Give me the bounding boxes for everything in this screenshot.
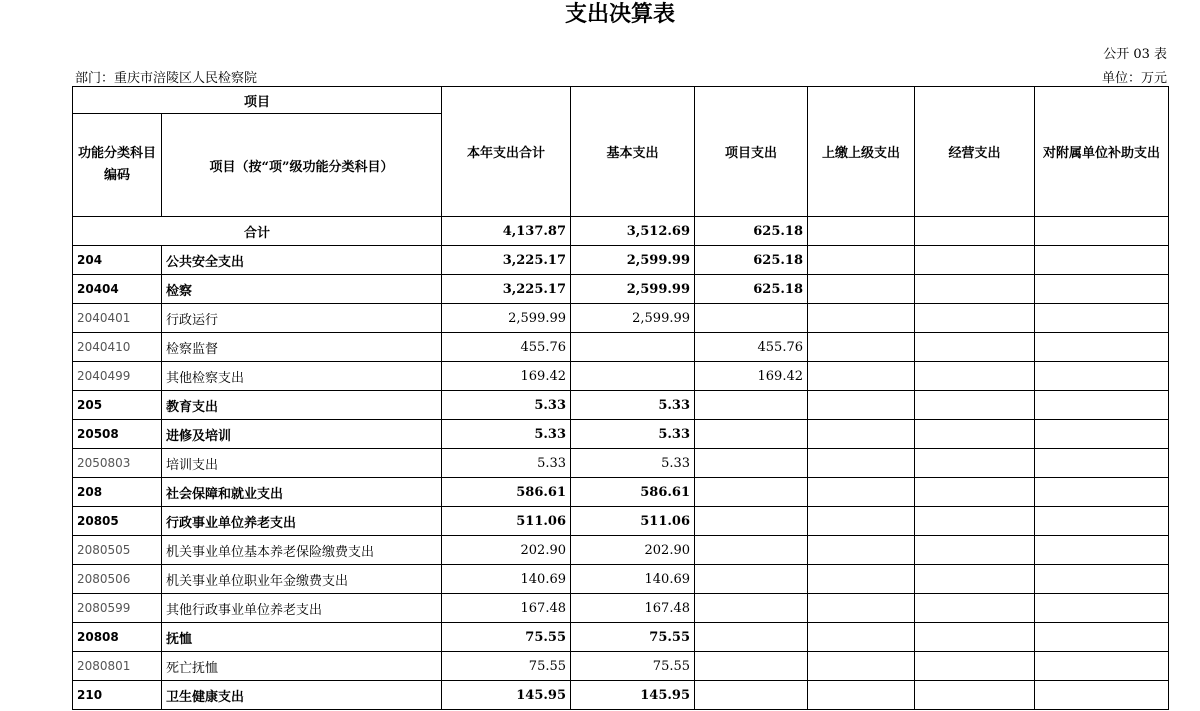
code-cell: 20805 <box>73 507 162 536</box>
project-cell <box>695 507 808 536</box>
business-cell <box>915 217 1035 246</box>
table-row <box>73 478 1169 507</box>
subsidy-cell <box>1035 536 1169 565</box>
name-cell: 其他检察支出 <box>162 362 442 391</box>
total-cell: 4,137.87 <box>442 217 571 246</box>
project-header: 项目 <box>73 87 442 114</box>
subsidy-cell <box>1035 652 1169 681</box>
basic-cell: 167.48 <box>571 594 695 623</box>
basic-cell: 511.06 <box>571 507 695 536</box>
total-cell: 167.48 <box>442 594 571 623</box>
superior-cell <box>808 507 915 536</box>
subsidy-cell <box>1035 275 1169 304</box>
basic-cell: 2,599.99 <box>571 275 695 304</box>
table-row <box>73 449 1169 478</box>
total-header: 本年支出合计 <box>442 87 571 217</box>
basic-cell: 3,512.69 <box>571 217 695 246</box>
subsidy-cell <box>1035 681 1169 710</box>
name-cell: 公共安全支出 <box>162 246 442 275</box>
superior-cell <box>808 623 915 652</box>
name-cell: 教育支出 <box>162 391 442 420</box>
subsidy-cell <box>1035 594 1169 623</box>
page-title: 支出决算表 <box>564 1 675 27</box>
table-row <box>73 507 1169 536</box>
business-cell <box>915 681 1035 710</box>
project-cell <box>695 681 808 710</box>
code-cell: 2080506 <box>73 565 162 594</box>
total-label-cell: 合计 <box>73 217 442 246</box>
table-row <box>73 217 1169 246</box>
basic-header: 基本支出 <box>571 87 695 217</box>
business-cell <box>915 391 1035 420</box>
business-cell <box>915 623 1035 652</box>
business-header: 经营支出 <box>915 87 1035 217</box>
table-row <box>73 652 1169 681</box>
project-cell <box>695 652 808 681</box>
total-cell: 75.55 <box>442 623 571 652</box>
business-cell <box>915 507 1035 536</box>
code-header: 功能分类科目编码 <box>73 114 162 217</box>
code-cell: 2080505 <box>73 536 162 565</box>
business-cell <box>915 449 1035 478</box>
project-cell: 169.42 <box>695 362 808 391</box>
name-cell: 行政事业单位养老支出 <box>162 507 442 536</box>
code-cell: 210 <box>73 681 162 710</box>
basic-cell: 5.33 <box>571 420 695 449</box>
business-cell <box>915 536 1035 565</box>
business-cell <box>915 594 1035 623</box>
name-cell: 行政运行 <box>162 304 442 333</box>
table-row <box>73 362 1169 391</box>
code-cell: 205 <box>73 391 162 420</box>
basic-cell: 5.33 <box>571 391 695 420</box>
table-row <box>73 420 1169 449</box>
table-row <box>73 565 1169 594</box>
project-cell <box>695 565 808 594</box>
expenditure-table <box>72 86 1169 710</box>
name-cell: 机关事业单位职业年金缴费支出 <box>162 565 442 594</box>
project-exp-header: 项目支出 <box>695 87 808 217</box>
superior-cell <box>808 275 915 304</box>
basic-cell: 140.69 <box>571 565 695 594</box>
code-cell: 2040499 <box>73 362 162 391</box>
department-label: 部门：重庆市涪陵区人民检察院 <box>75 71 258 86</box>
header-row-1 <box>73 87 1169 114</box>
project-cell: 455.76 <box>695 333 808 362</box>
total-cell: 3,225.17 <box>442 246 571 275</box>
total-cell: 75.55 <box>442 652 571 681</box>
form-number: 公开 03 表 <box>1103 47 1167 62</box>
table-row <box>73 275 1169 304</box>
code-cell: 208 <box>73 478 162 507</box>
table-row <box>73 594 1169 623</box>
total-cell: 5.33 <box>442 391 571 420</box>
code-cell: 20508 <box>73 420 162 449</box>
total-cell: 2,599.99 <box>442 304 571 333</box>
name-cell: 培训支出 <box>162 449 442 478</box>
superior-cell <box>808 304 915 333</box>
project-cell <box>695 536 808 565</box>
subsidy-cell <box>1035 420 1169 449</box>
project-cell: 625.18 <box>695 217 808 246</box>
name-cell: 进修及培训 <box>162 420 442 449</box>
total-cell: 3,225.17 <box>442 275 571 304</box>
subsidy-cell <box>1035 362 1169 391</box>
project-cell <box>695 623 808 652</box>
basic-cell: 75.55 <box>571 623 695 652</box>
basic-cell: 75.55 <box>571 652 695 681</box>
table-row <box>73 333 1169 362</box>
total-cell: 5.33 <box>442 449 571 478</box>
name-cell: 社会保障和就业支出 <box>162 478 442 507</box>
superior-cell <box>808 681 915 710</box>
subsidy-cell <box>1035 333 1169 362</box>
subsidy-cell <box>1035 246 1169 275</box>
project-cell: 625.18 <box>695 246 808 275</box>
name-cell: 其他行政事业单位养老支出 <box>162 594 442 623</box>
basic-cell: 586.61 <box>571 478 695 507</box>
business-cell <box>915 565 1035 594</box>
superior-cell <box>808 246 915 275</box>
code-cell: 20808 <box>73 623 162 652</box>
superior-cell <box>808 362 915 391</box>
total-cell: 5.33 <box>442 420 571 449</box>
superior-cell <box>808 652 915 681</box>
name-cell: 检察监督 <box>162 333 442 362</box>
superior-cell <box>808 420 915 449</box>
name-cell: 机关事业单位基本养老保险缴费支出 <box>162 536 442 565</box>
business-cell <box>915 304 1035 333</box>
project-cell <box>695 420 808 449</box>
name-header: 项目（按“项”级功能分类科目） <box>162 114 442 217</box>
business-cell <box>915 652 1035 681</box>
project-cell <box>695 391 808 420</box>
business-cell <box>915 246 1035 275</box>
project-cell <box>695 478 808 507</box>
superior-cell <box>808 594 915 623</box>
subsidy-cell <box>1035 217 1169 246</box>
superior-cell <box>808 391 915 420</box>
total-cell: 145.95 <box>442 681 571 710</box>
superior-cell <box>808 565 915 594</box>
project-cell <box>695 449 808 478</box>
subsidy-header: 对附属单位补助支出 <box>1035 87 1169 217</box>
basic-cell: 5.33 <box>571 449 695 478</box>
code-cell: 2040410 <box>73 333 162 362</box>
table-row <box>73 536 1169 565</box>
superior-cell <box>808 536 915 565</box>
superior-cell <box>808 333 915 362</box>
project-cell: 625.18 <box>695 275 808 304</box>
project-cell <box>695 304 808 333</box>
code-cell: 2040401 <box>73 304 162 333</box>
superior-cell <box>808 217 915 246</box>
total-cell: 455.76 <box>442 333 571 362</box>
project-cell <box>695 594 808 623</box>
business-cell <box>915 420 1035 449</box>
code-cell: 20404 <box>73 275 162 304</box>
table-row <box>73 391 1169 420</box>
table-body <box>73 217 1169 710</box>
code-cell: 2080801 <box>73 652 162 681</box>
name-cell: 检察 <box>162 275 442 304</box>
total-cell: 586.61 <box>442 478 571 507</box>
superior-header: 上缴上级支出 <box>808 87 915 217</box>
code-cell: 204 <box>73 246 162 275</box>
unit-label: 单位：万元 <box>1101 71 1167 86</box>
table-row <box>73 246 1169 275</box>
total-cell: 202.90 <box>442 536 571 565</box>
business-cell <box>915 333 1035 362</box>
total-cell: 511.06 <box>442 507 571 536</box>
subsidy-cell <box>1035 507 1169 536</box>
business-cell <box>915 478 1035 507</box>
business-cell <box>915 275 1035 304</box>
name-cell: 卫生健康支出 <box>162 681 442 710</box>
subsidy-cell <box>1035 304 1169 333</box>
name-cell: 抚恤 <box>162 623 442 652</box>
superior-cell <box>808 478 915 507</box>
basic-cell <box>571 333 695 362</box>
basic-cell: 2,599.99 <box>571 246 695 275</box>
total-cell: 169.42 <box>442 362 571 391</box>
business-cell <box>915 362 1035 391</box>
subsidy-cell <box>1035 478 1169 507</box>
basic-cell: 145.95 <box>571 681 695 710</box>
name-cell: 死亡抚恤 <box>162 652 442 681</box>
subsidy-cell <box>1035 391 1169 420</box>
table-row <box>73 304 1169 333</box>
total-cell: 140.69 <box>442 565 571 594</box>
subsidy-cell <box>1035 565 1169 594</box>
code-cell: 2080599 <box>73 594 162 623</box>
table-row <box>73 623 1169 652</box>
subsidy-cell <box>1035 623 1169 652</box>
table-row <box>73 681 1169 710</box>
superior-cell <box>808 449 915 478</box>
code-cell: 2050803 <box>73 449 162 478</box>
subsidy-cell <box>1035 449 1169 478</box>
basic-cell: 202.90 <box>571 536 695 565</box>
basic-cell: 2,599.99 <box>571 304 695 333</box>
basic-cell <box>571 362 695 391</box>
